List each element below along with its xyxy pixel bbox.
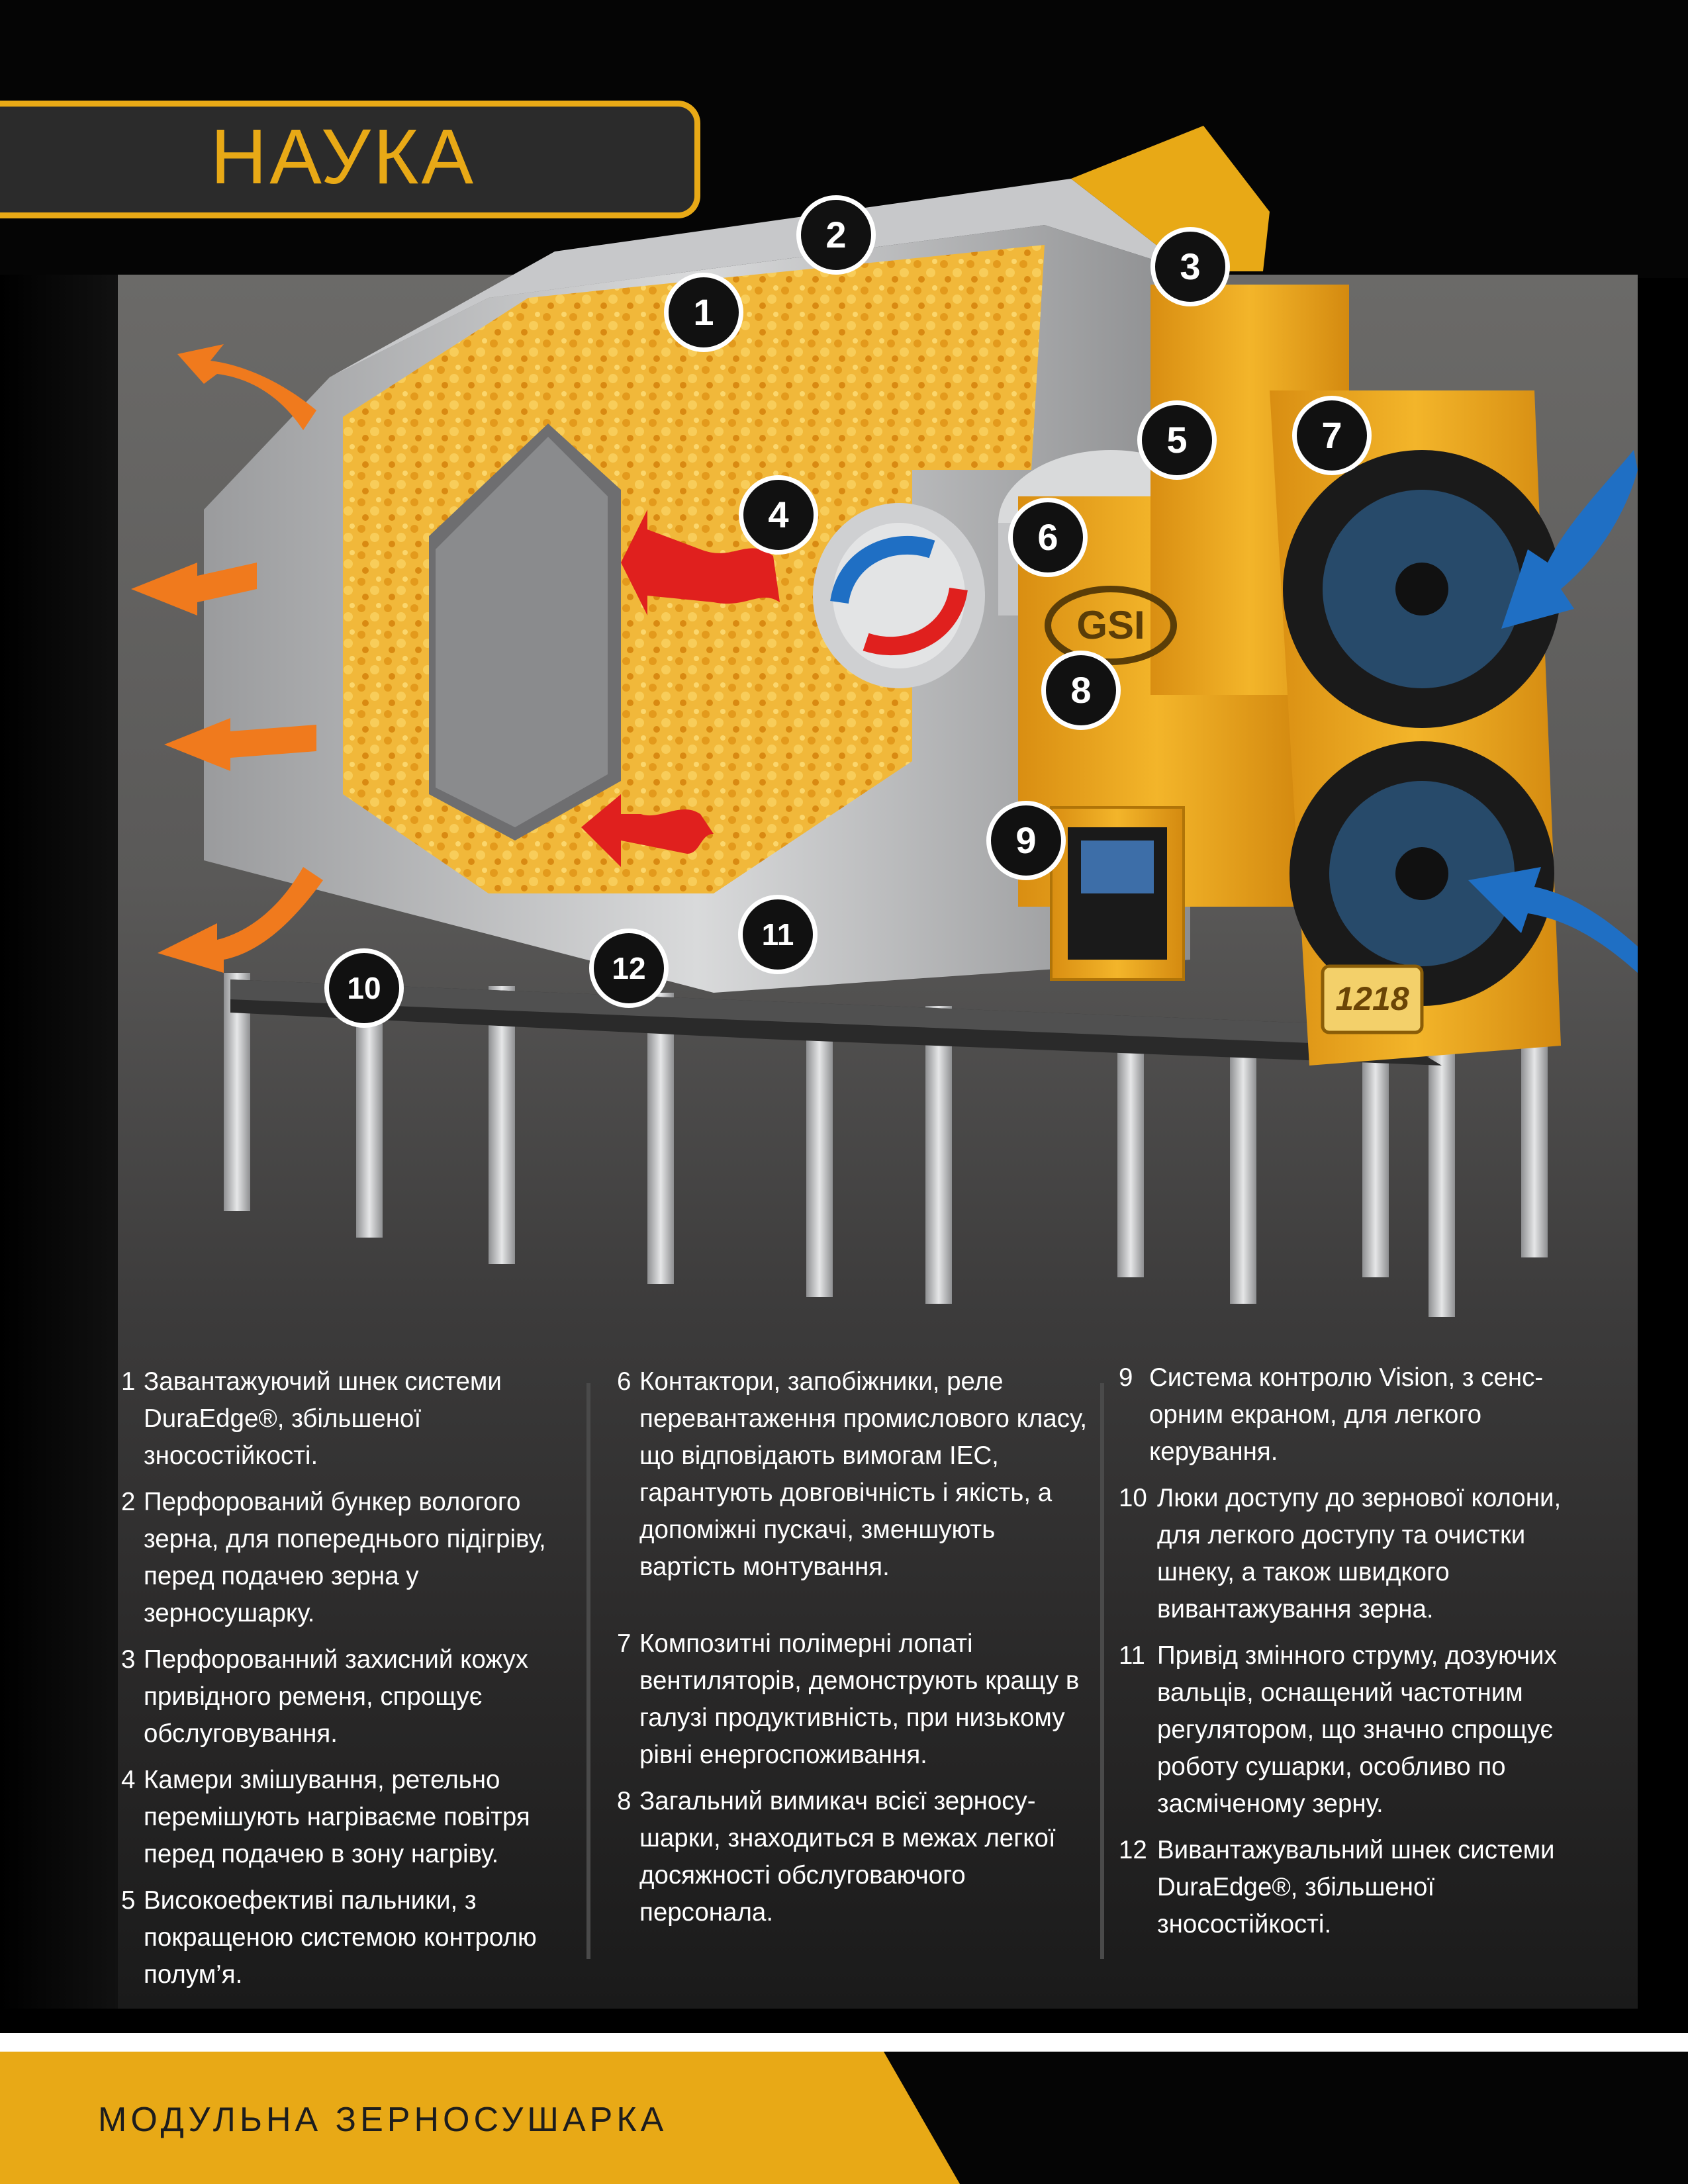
callout-4: 4 [739, 475, 818, 555]
description-item-11: 11 Привід змінного струму, дозуючих вальців, оснащений частотним регулятором, що значно спрощує роботу сушарки, особливо по засміченому зерну. [1119, 1641, 1557, 1818]
description-item-3: 3 Перфорованний захисний кожух привідного ременя, спрощує обслуговування. [121, 1645, 529, 1748]
description-item-12: 12 Вивантажувальний шнек системи DuraEdge®, збільшеної зносостійкості. [1119, 1836, 1555, 1938]
footer-divider [0, 2033, 1688, 2052]
footer-label: МОДУЛЬНА ЗЕРНОСУШАРКА [98, 2101, 668, 2139]
page-title: НАУКА [211, 113, 477, 201]
description-item-2: 2 Перфорований бункер вологого зерна, для попереднього підігріву, перед подачею зерна у зерносушарку. [121, 1488, 546, 1627]
callout-8: 8 [1041, 651, 1121, 730]
description-item-6: 6 Контактори, запобіжники, реле перевантаження промислового класу, що відповідають вимогам IEC, гарантують довговічність і якість, а допоміжні пускачі, зменшують вартість монтування. [617, 1367, 1088, 1581]
callout-3: 3 [1150, 227, 1230, 306]
description-column-3 [1119, 1359, 1609, 1952]
description-item-8: 8 Загальний вимикач всієї зерносу-шарки, знаходиться в межах легкої досяжності обслуговаючого персонала. [617, 1787, 1056, 1927]
left-dark-margin [0, 275, 118, 2009]
description-item-10: 10 Люки доступу до зернової колони, для легкого доступу та очистки шнеку, а також швидкого вивантажування зерна. [1119, 1484, 1562, 1623]
column-divider-1 [586, 1383, 590, 1959]
callout-1: 1 [664, 273, 743, 352]
description-item-5: 5 Високоефективі пальники, з покращеною системою контролю полум’я. [121, 1886, 537, 1989]
mixing-chamber [813, 503, 985, 688]
grain-dryer-illustration [118, 99, 1638, 1343]
callout-9: 9 [986, 801, 1066, 880]
callout-12: 12 [589, 929, 669, 1008]
callout-11: 11 [738, 895, 818, 974]
column-divider-2 [1100, 1383, 1104, 1959]
callout-7: 7 [1292, 396, 1372, 475]
description-item-1: 1 Завантажуючий шнек системи DuraEdge®, збільшеної зносостійкості. [121, 1367, 502, 1470]
callout-2: 2 [796, 195, 876, 275]
description-item-7: 7 Композитні полімерні лопаті вентиляторів, демонструють кращу в галузі продуктивність, при низькому рівні енергоспоживання. [617, 1629, 1080, 1769]
model-number: 1218 [1335, 980, 1409, 1017]
description-column-1 [121, 1363, 585, 2003]
description-item-9: 9 Система контролю Vision, з сенс-орним екраном, для легкого керування. [1119, 1363, 1544, 1466]
callout-6: 6 [1008, 498, 1088, 577]
gsi-badge: GSI [1076, 603, 1145, 647]
callout-5: 5 [1137, 400, 1217, 480]
description-column-2 [617, 1363, 1094, 1940]
description-item-4: 4 Камери змішування, ретельно перемішують нагріваєме повітря перед подачею в зону нагріву. [121, 1766, 530, 1868]
callout-10: 10 [324, 948, 404, 1028]
